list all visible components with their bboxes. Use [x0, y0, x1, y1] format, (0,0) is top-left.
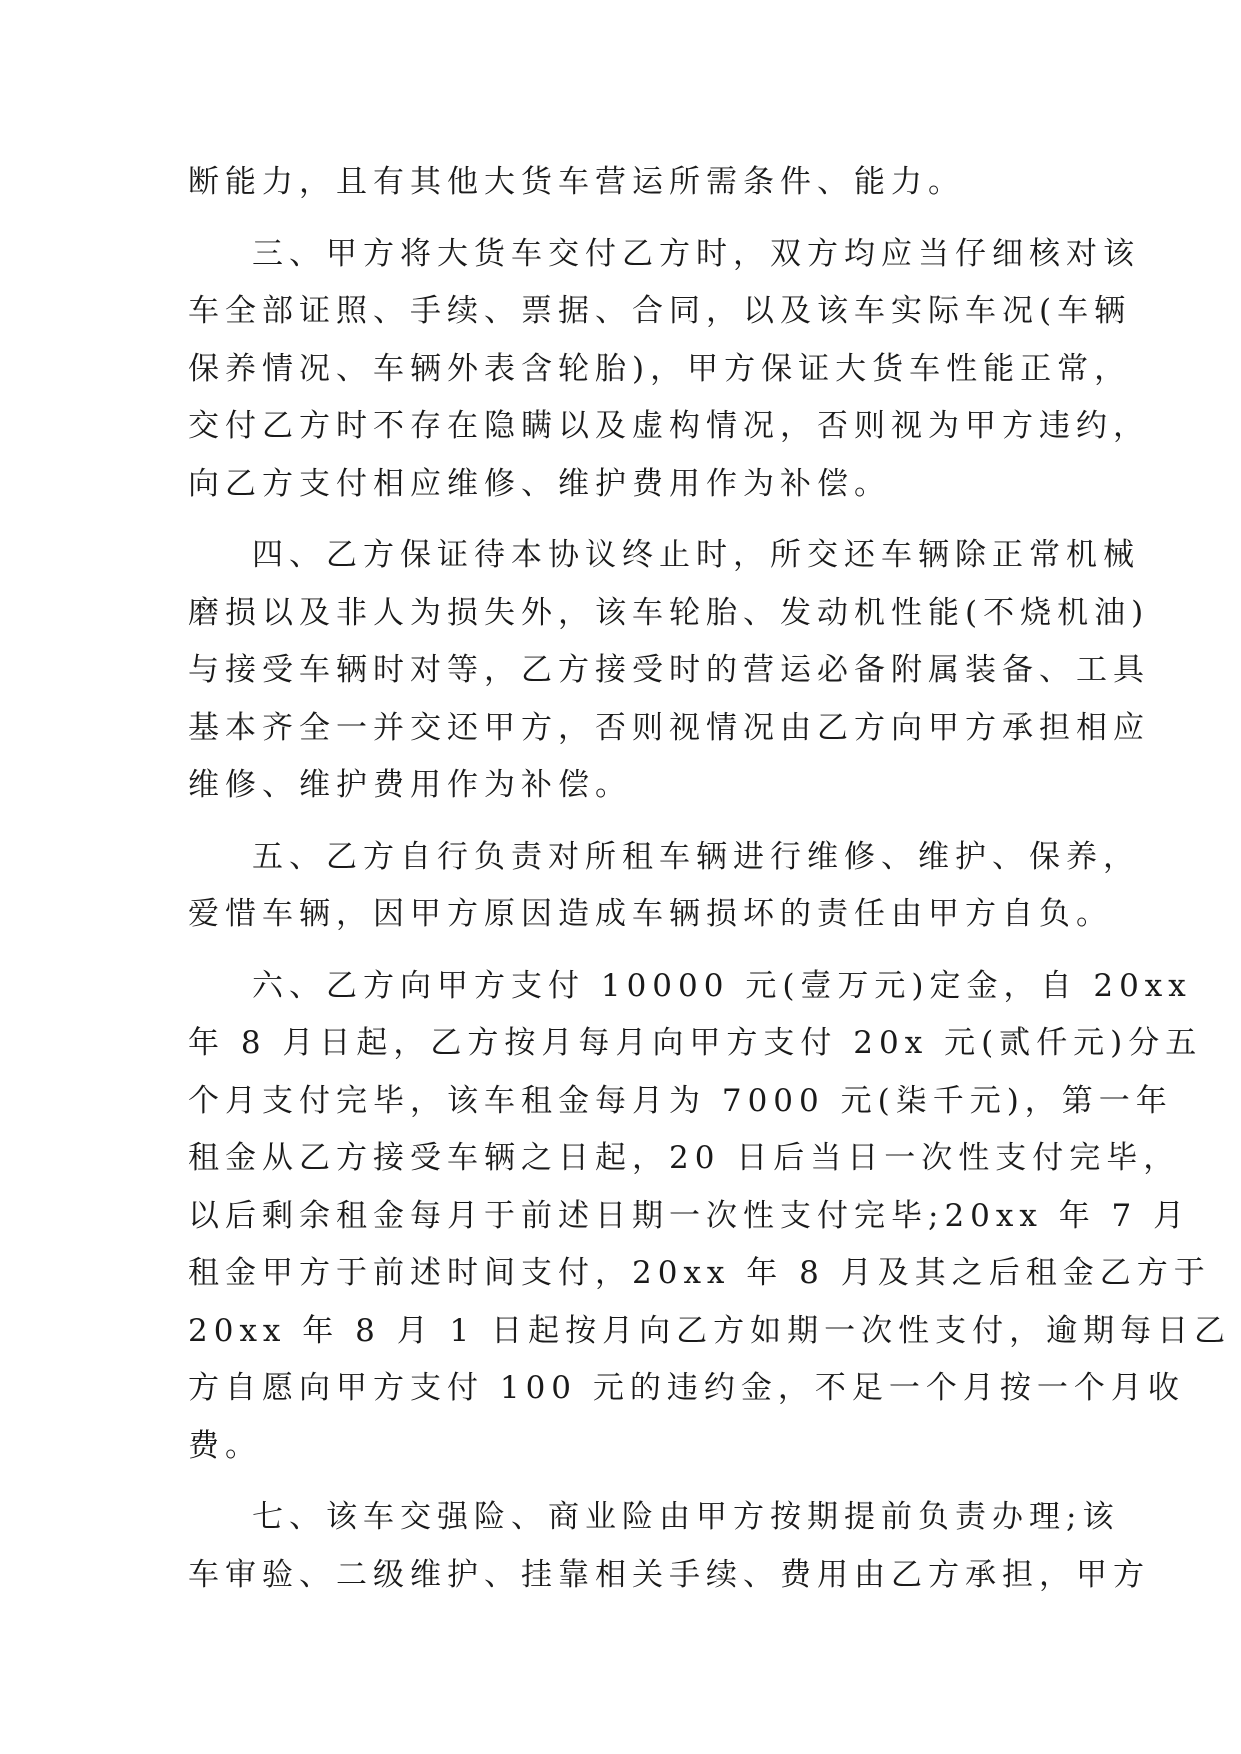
text-line: 租金甲方于前述时间支付，20xx 年 8 月及其之后租金乙方于 [188, 1255, 1211, 1291]
paragraph-1 [188, 154, 1068, 212]
text-line: 方自愿向甲方支付 100 元的违约金，不足一个月按一个月收 [188, 1370, 1185, 1406]
text-line: 三、甲方将大货车交付乙方时，双方均应当仔细核对该 [252, 235, 1140, 272]
text-line: 五、乙方自行负责对所租车辆进行维修、维护、保养， [252, 838, 1140, 875]
text-line: 车审验、二级维护、挂靠相关手续、费用由乙方承担，甲方 [188, 1556, 1150, 1593]
text-line: 年 8 月日起，乙方按月每月向甲方支付 20x 元(贰仟元)分五 [188, 1025, 1203, 1061]
document-body [188, 154, 1232, 1604]
paragraph-clause-7 [188, 1489, 1150, 1604]
text-line: 维修、维护费用作为补偿。 [188, 767, 632, 803]
text-line: 向乙方支付相应维修、维护费用作为补偿。 [188, 465, 891, 502]
text-line: 费。 [188, 1427, 262, 1464]
text-line: 磨损以及非人为损失外，该车轮胎、发动机性能(不烧机油) [188, 594, 1150, 631]
text-line: 车全部证照、手续、票据、合同，以及该车实际车况(车辆 [188, 293, 1132, 329]
text-line: 断能力，且有其他大货车营运所需条件、能力。 [188, 164, 965, 200]
text-line: 六、乙方向甲方支付 10000 元(壹万元)定金，自 20xx [252, 967, 1192, 1004]
text-line: 20xx 年 8 月 1 日起按月向乙方如期一次性支付，逾期每日乙 [188, 1312, 1232, 1349]
text-line: 七、该车交强险、商业险由甲方按期提前负责办理;该 [252, 1499, 1120, 1535]
text-line: 四、乙方保证待本协议终止时，所交还车辆除正常机械 [252, 537, 1140, 573]
text-line: 以后剩余租金每月于前述日期一次性支付完毕;20xx 年 7 月 [188, 1197, 1191, 1234]
text-line: 交付乙方时不存在隐瞒以及虚构情况，否则视为甲方违约， [188, 408, 1150, 444]
text-line: 租金从乙方接受车辆之日起，20 日后当日一次性支付完毕， [188, 1140, 1181, 1176]
text-line: 个月支付完毕，该车租金每月为 7000 元(柒千元)，第一年 [188, 1082, 1173, 1119]
text-line: 基本齐全一并交还甲方，否则视情况由乙方向甲方承担相应 [188, 709, 1150, 746]
paragraph-clause-5 [188, 829, 1140, 944]
text-line: 与接受车辆时对等，乙方接受时的营运必备附属装备、工具 [188, 652, 1150, 688]
text-line: 爱惜车辆，因甲方原因造成车辆损坏的责任由甲方自负。 [188, 896, 1113, 932]
paragraph-clause-6 [188, 958, 1232, 1476]
paragraph-clause-3 [188, 226, 1150, 514]
paragraph-clause-4 [188, 527, 1150, 815]
text-line: 保养情况、车辆外表含轮胎)，甲方保证大货车性能正常， [188, 350, 1132, 387]
